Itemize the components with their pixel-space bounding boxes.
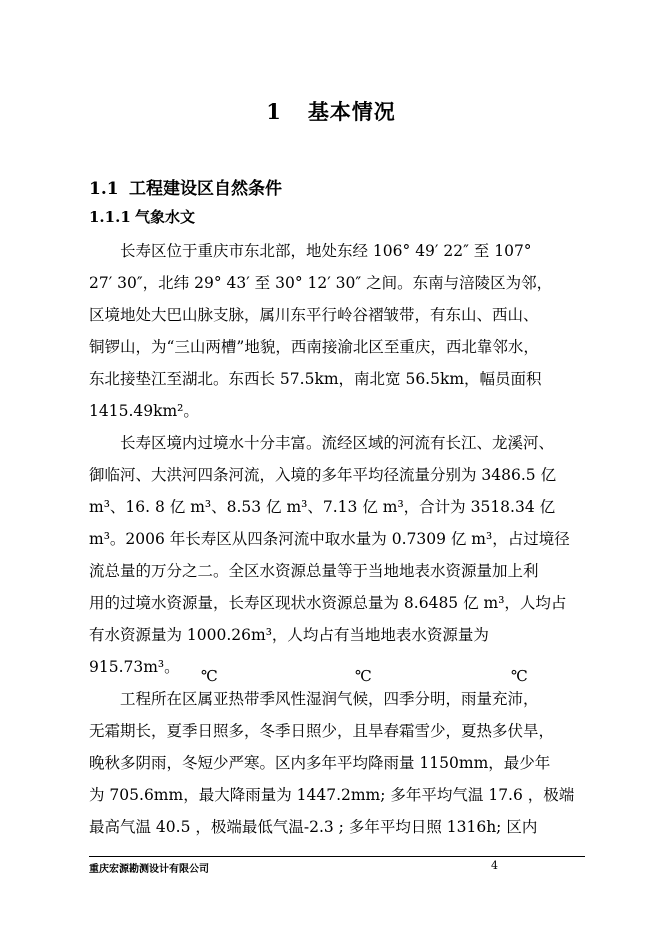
body-line: 东北接垫江至湖北。东西长 57.5km，南北宽 56.5km，幅员面积 <box>89 370 542 388</box>
subsection-title: 气象水文 <box>135 208 196 226</box>
body-line: 最高气温 40.5 ，极端最低气温-2.3 ; 多年平均日照 1316h; 区内 <box>89 818 538 836</box>
body-line: 27′ 30″，北纬 29° 43′ 至 30° 12′ 30″ 之间。东南与涪陵区为邻， <box>89 274 553 292</box>
section-heading <box>89 174 282 199</box>
page-number: 4 <box>491 859 498 872</box>
body-line: 无霜期长，夏季日照多，冬季日照少，且旱春霜雪少，夏热多伏旱， <box>89 722 555 740</box>
footer-company: 重庆宏源勘测设计有限公司 <box>89 864 209 875</box>
body-line: 区境地处大巴山脉支脉，属川东平行岭谷褶皱带，有东山、西山、 <box>89 306 539 324</box>
body-line: m³、16. 8 亿 m³、8.53 亿 m³、7.13 亿 m³，合计为 3518.34 亿 <box>89 498 556 516</box>
body-line: 工程所在区属亚热带季风性湿润气候，四季分明，雨量充沛， <box>120 690 539 708</box>
body-line: 长寿区位于重庆市东北部，地处东经 106° 49′ 22″ 至 107° <box>120 242 532 260</box>
body-line: 有水资源量为 1000.26m³，人均占有当地地表水资源量为 <box>89 626 489 644</box>
body-line: 1415.49km²。 <box>89 402 199 420</box>
chapter-number: 1 <box>266 99 282 124</box>
subsection-heading <box>89 206 195 227</box>
body-line: 铜锣山，为“三山两槽”地貌，西南接渝北区至重庆，西北靠邻水， <box>89 338 539 356</box>
chapter-title <box>0 96 662 126</box>
body-line: m³。2006 年长寿区从四条河流中取水量为 0.7309 亿 m³，占过境径 <box>89 530 570 548</box>
body-line: 用的过境水资源量，长寿区现状水资源总量为 8.6485 亿 m³，人均占 <box>89 594 567 612</box>
body-line: 为 705.6mm，最大降雨量为 1447.2mm; 多年平均气温 17.6 ，极端 <box>89 786 575 804</box>
body-line: 御临河、大洪河四条河流，入境的多年平均径流量分别为 3486.5 亿 <box>89 466 557 484</box>
footer-divider <box>89 856 585 857</box>
chapter-title-text: 基本情况 <box>307 99 396 124</box>
body-line: 915.73m³。 <box>89 658 180 676</box>
body-line: 长寿区境内过境水十分丰富。流经区域的河流有长江、龙溪河、 <box>120 434 555 452</box>
degree-symbol: ℃ <box>511 667 528 685</box>
section-title: 工程建设区自然条件 <box>129 179 282 199</box>
degree-symbol: ℃ <box>355 667 372 685</box>
degree-symbol: ℃ <box>201 667 218 685</box>
body-line: 流总量的万分之二。全区水资源总量等于当地地表水资源量加上利 <box>89 562 539 580</box>
section-number: 1.1 <box>89 179 119 199</box>
body-line: 晚秋多阴雨，冬短少严寒。区内多年平均降雨量 1150mm，最少年 <box>89 754 551 772</box>
subsection-number: 1.1.1 <box>89 208 131 226</box>
